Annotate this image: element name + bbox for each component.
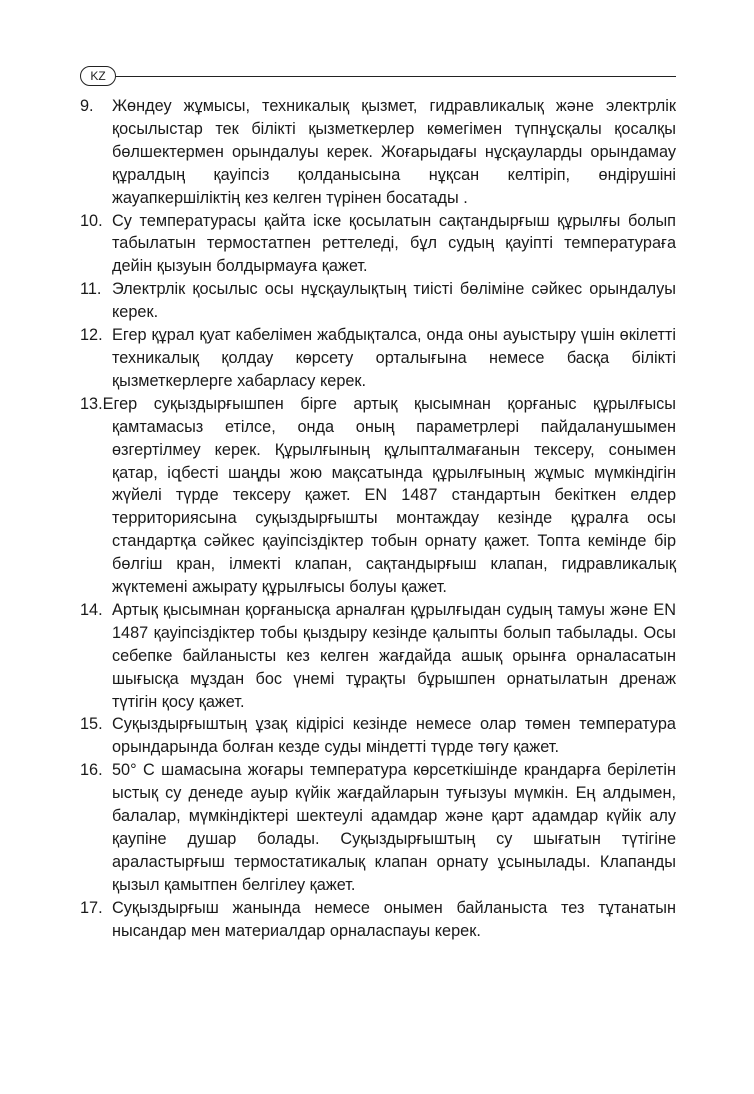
item-number: 15. <box>80 715 103 734</box>
page-header <box>80 66 676 90</box>
item-number: 9. <box>80 97 94 115</box>
language-badge: KZ <box>80 66 116 86</box>
item-number: 12. <box>80 326 103 345</box>
list-item-11 <box>80 278 676 324</box>
instructions-list <box>80 95 676 943</box>
list-item-17 <box>80 897 676 943</box>
item-text: Электрлік қосылыс осы нұсқаулықтың тиісті бөліміне сәйкес орындалуы керек. <box>112 280 676 322</box>
item-text: Егер құрал қуат кабелімен жабдықталса, онда оны ауыстыру үшін өкілетті техникалық қолдау көрсету орталығына немесе басқа білікті қызметкерлерге хабарласу керек. <box>112 326 676 390</box>
list-item-13 <box>80 393 676 599</box>
item-number: 13. <box>80 394 103 413</box>
item-text: Артық қысымнан қорғанысқа арналған құрылғыдан судың тамуы және EN 1487 қауіпсіздіктер тобы қыздыру кезінде қалыпты болып табылады. Осы себепке байланысты кез келген жағдайда ашық орынға орналасатын шығысқа мұздан бос үнемі тұрақты бұрышпен орнатылатын дренаж түтігін қосу қажет. <box>112 600 676 711</box>
list-item-9 <box>80 95 676 210</box>
item-text: Су температурасы қайта іске қосылатын сақтандырғыш құрылғы болып табылатын термостатпен реттеледі, бұл судың қауіпті температураға дейін қызуын болдырмауға қажет. <box>112 211 676 276</box>
item-number: 14. <box>80 600 103 619</box>
item-number: 17. <box>80 898 103 917</box>
item-first-line: Егер суқыздырғышпен бірге артық қысымнан қорғаныс құрылғысы <box>102 394 676 413</box>
item-number: 11. <box>80 280 102 299</box>
item-text: Жөндеу жұмысы, техникалық қызмет, гидравликалық және электрлік қосылыстар тек білікті қызметкерлер көмегімен түпнұсқалы қосалқы бөлшектермен орындалуы керек. Жоғарыдағы нұсқауларды орындамау құралдың қауіпсіз қолданысына нұқсан келтіріп, өндірушіні жауапкершіліктің кез келген түрінен босатады . <box>112 97 676 207</box>
item-text: қамтамасыз етілсе, онда оның параметрлері пайдаланушымен өзгертілмеу керек. Құрылғының құлыпталмағанын тексеру, сонымен қатар, іզбесті шаңды жою мақсатында құрылғының жұмыс мүмкіндігін жүйелі түрде тексеру қажет. EN 1487 стандартын бекіткен елдер территориясына суқыздырғышты монтаждау кезінде құралға осы стандартқа сәйкес қауіпсіздіктер тобын орнату қажет. Топта кемінде бір бөлгіш кран, ілмекті клапан, сақтандырғыш клапан, гидравликалық жүктемені ажырату құрылғысы болуы қажет. <box>112 417 676 597</box>
item-text: Суқыздырғыштың ұзақ кідірісі кезінде немесе олар төмен температура орындарында болған кезде суды міндетті түрде төгу қажет. <box>112 715 676 757</box>
header-rule <box>116 76 676 77</box>
item-text: 50° С шамасына жоғары температура көрсеткішінде крандарға берілетін ыстық су денеде ауыр күйік жағдайларын туғызуы мүмкін. Ең алдымен, балалар, мүмкіндіктері шектеулі адамдар және қарт адамдар күйік алу қаупіне душар болады. Суқыздырғыштың су шығатын түтігіне араластырғыш термостатикалық клапан орнату ұсынылады. Клапанды қызыл қамытпен белгілеу қажет. <box>112 761 676 894</box>
list-item-16 <box>80 759 676 896</box>
list-item-14 <box>80 599 676 714</box>
list-item-10 <box>80 210 676 279</box>
item-number: 10. <box>80 211 103 230</box>
item-text: Суқыздырғыш жанында немесе онымен байланыста тез тұтанатын нысандар мен материалдар орналаспауы керек. <box>112 898 676 940</box>
list-item-15 <box>80 713 676 759</box>
item-number: 16. <box>80 761 103 780</box>
list-item-12 <box>80 324 676 393</box>
